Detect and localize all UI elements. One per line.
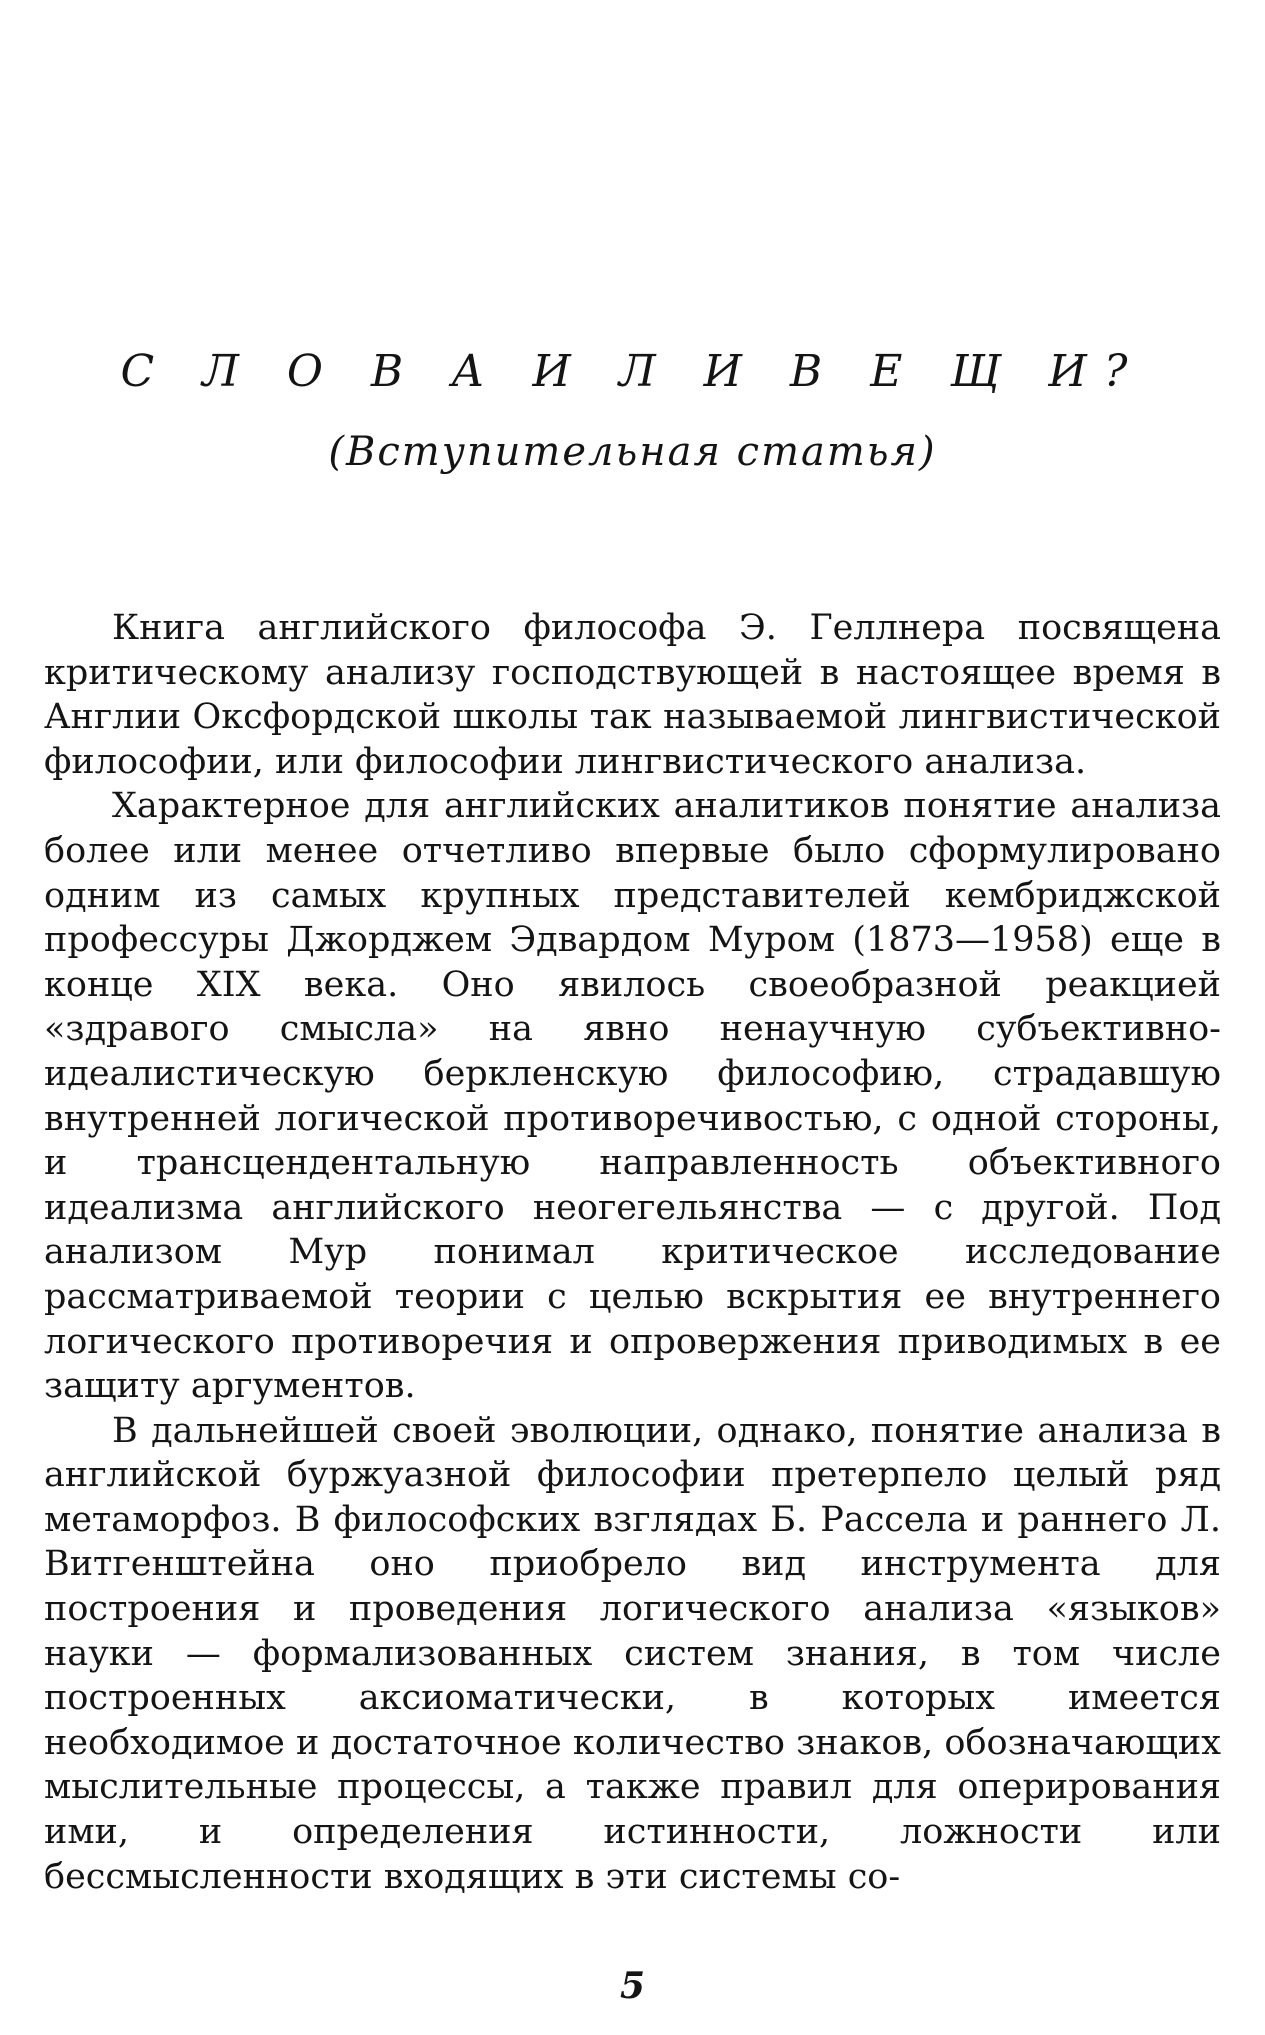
paragraph-3: В дальнейшей своей эволюции, однако, понятие анализа в английской буржуазной философии претерпело целый ряд метаморфоз. В философских взглядах Б. Рассела и раннего Л. Витгенштейна оно приобрело вид инструмента для построения и проведения логического анализа «языков» науки — формализованных систем знания, в том числе построенных аксиоматически, в которых имеется необходимое и достаточное количество знаков, обозначающих мыслительные процессы, а также правил для оперирования ими, и определения истинности, ложности или бессмысленности входящих в эти системы со- [44, 1410, 1221, 1897]
page-subtitle: (Вступительная статья) [328, 429, 937, 475]
page-number: 5 [619, 1965, 646, 2007]
page-title: С Л О В А И Л И В Е Щ И? [120, 346, 1145, 397]
paragraph-2: Характерное для английских аналитиков понятие анализа более или менее отчетливо впервые было сформулировано одним из самых крупных представителей кембриджской профессуры Джорджем Эдвардом Муром (1873—1958) еще в конце XIX века. Оно явилось своеобразной реакцией «здравого смысла» на явно ненаучную субъективно-идеалистическую беркленскую философию, страдавшую внутренней логической противоречивостью, с одной стороны, и трансцендентальную направленность объективного идеализма английского неогегельянства — с другой. Под анализом Мур понимал критическое исследование рассматриваемой теории с целью вскрытия ее внутреннего логического противоречия и опровержения приводимых в ее защиту аргументов. [44, 786, 1221, 1407]
body-text [44, 606, 1221, 1899]
paragraph-1: Книга английского философа Э. Геллнера посвящена критическому анализу господствующей в настоящее время в Англии Оксфордской школы так называемой лингвистической философии, или философии лингвистического анализа. [44, 608, 1221, 782]
